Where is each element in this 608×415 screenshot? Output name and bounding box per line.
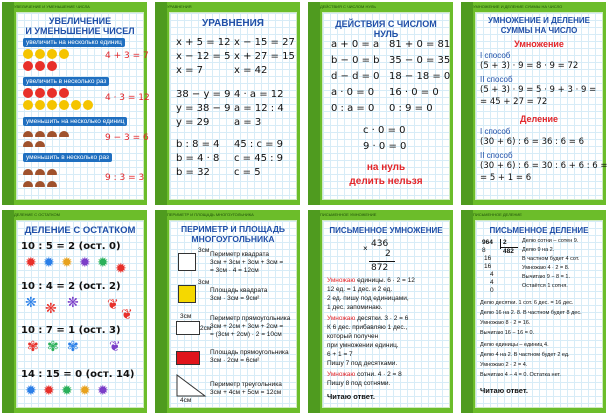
step-text: 2 ед. пишу под единицами, bbox=[327, 295, 409, 302]
step-text: Умножаю 2 · 2 = 4. bbox=[480, 362, 528, 368]
equation: y = 38 − 9 bbox=[176, 103, 231, 114]
equation: x − 12 = 5 bbox=[176, 51, 231, 62]
equation: a = 12 : 4 bbox=[234, 103, 284, 114]
butterfly-icon: ❦ bbox=[107, 296, 119, 312]
star-icon: ❋ bbox=[67, 294, 79, 310]
poster-title: ДЕЛЕНИЕ С ОСТАТКОМ bbox=[24, 225, 136, 236]
equation: b : 8 = 4 bbox=[176, 139, 220, 150]
times-sign: × bbox=[363, 244, 368, 253]
label-decrease-by: уменьшить на несколько единиц bbox=[23, 117, 127, 126]
formula: 3см + 3см + 3см + 3см = bbox=[210, 259, 284, 266]
poster-title: ДЕЙСТВИЯ С ЧИСЛОМ НУЛЬ bbox=[335, 19, 437, 39]
equation: b − 0 = b bbox=[331, 55, 380, 66]
poster-written-division bbox=[461, 210, 606, 413]
equation: (30 + 6) : 6 = 36 : 6 = 6 bbox=[480, 137, 585, 147]
poster-panel bbox=[322, 220, 450, 408]
star-icon: ✹ bbox=[61, 382, 73, 398]
mushroom-icon bbox=[47, 181, 57, 187]
star-icon: ✹ bbox=[97, 254, 109, 270]
poster-perimeter-area bbox=[155, 210, 300, 413]
step-text: Вычитаю 16 − 16 = 0. bbox=[480, 330, 535, 336]
section-multiplication: Умножение bbox=[514, 39, 564, 49]
formula: 3см + 2см + 3см + 2см = bbox=[210, 323, 284, 330]
equation: 16 · 0 = 0 bbox=[389, 87, 439, 98]
poster-side-strip bbox=[2, 210, 14, 413]
poster-zero bbox=[308, 2, 453, 205]
equation: = 5 + 1 = 6 bbox=[480, 173, 532, 183]
section-division: Деление bbox=[519, 114, 559, 124]
step-text: единицы. 6 · 2 = 12 bbox=[355, 277, 415, 284]
step-text: Делю 4 на 2. В частном будет 2 ед. bbox=[480, 352, 570, 358]
star-icon: ✾ bbox=[27, 338, 39, 354]
poster-panel bbox=[322, 12, 450, 200]
final-note: Читаю ответ. bbox=[480, 386, 528, 395]
equation: 0 : a = 0 bbox=[331, 103, 375, 114]
calc-number: 2 bbox=[503, 239, 507, 246]
butterfly-icon: ❦ bbox=[121, 306, 133, 322]
mushroom-icon bbox=[35, 141, 45, 147]
step-verb: Умножаю bbox=[327, 277, 356, 284]
item-title: Периметр треугольника bbox=[210, 381, 282, 388]
flower-icon bbox=[35, 49, 45, 59]
poster-panel bbox=[169, 220, 297, 408]
star-icon: ✹ bbox=[43, 382, 55, 398]
equation: y = 29 bbox=[176, 117, 210, 128]
equation: 0 : 9 = 0 bbox=[389, 103, 433, 114]
flower-icon bbox=[23, 61, 33, 71]
butterfly-icon: ❦ bbox=[109, 338, 121, 354]
flower-icon bbox=[23, 49, 33, 59]
step-text: Остаётся 1 сотня. bbox=[522, 283, 568, 289]
mushroom-icon bbox=[23, 181, 33, 187]
poster-side-strip bbox=[155, 2, 167, 205]
star-icon: ✹ bbox=[97, 382, 109, 398]
star-icon: ✹ bbox=[79, 382, 91, 398]
item-title: Периметр прямоугольника bbox=[210, 315, 291, 322]
step-text: Делю 9 на 2. bbox=[522, 247, 555, 253]
mushroom-icon bbox=[23, 131, 33, 137]
flower-icon bbox=[23, 100, 33, 110]
poster-topline: УМНОЖЕНИЕ И ДЕЛЕНИЕ СУММЫ НА ЧИСЛО bbox=[473, 4, 563, 9]
flower-icon bbox=[47, 49, 57, 59]
step-text: Умножаю 4 · 2 = 8. bbox=[522, 265, 570, 271]
warning-line-1: на нуль bbox=[366, 162, 406, 173]
dimension-label: 3см bbox=[198, 279, 210, 286]
poster-topline: ПИСЬМЕННОЕ УМНОЖЕНИЕ bbox=[320, 212, 377, 217]
poster-topline: ДЕЙСТВИЯ С ЧИСЛОМ НУЛЬ bbox=[320, 4, 377, 9]
step-text: Делю десятки. 1 сот. 6 дес. = 16 дес. bbox=[480, 300, 574, 306]
step-text: Делю сотни – сотен 9. bbox=[522, 238, 579, 244]
calc-result: 482 bbox=[503, 248, 514, 255]
equation: 10 : 5 = 2 (ост. 0) bbox=[21, 241, 121, 252]
formula: 3см + 4см + 5см = 12см bbox=[210, 389, 282, 396]
equation: 81 + 0 = 81 bbox=[389, 39, 451, 50]
step-text: Умножаю 8 · 2 = 16. bbox=[480, 320, 531, 326]
flower-icon bbox=[35, 61, 45, 71]
poster-side-strip bbox=[155, 210, 167, 413]
poster-side-strip bbox=[308, 210, 320, 413]
equation: (5 + 3) · 9 = 8 · 9 = 72 bbox=[480, 61, 579, 71]
poster-side-strip bbox=[2, 2, 14, 205]
equation: 10 : 7 = 1 (ост. 3) bbox=[21, 325, 121, 336]
poster-increase-decrease bbox=[2, 2, 150, 205]
poster-equations bbox=[155, 2, 300, 205]
flower-icon bbox=[59, 88, 69, 98]
equation: (5 + 3) · 9 = 5 · 9 + 3 · 9 = bbox=[480, 85, 597, 95]
equation: x = 42 bbox=[234, 65, 268, 76]
equation: c = 5 bbox=[234, 167, 261, 178]
mushroom-icon bbox=[59, 131, 69, 137]
equation: a = 3 bbox=[234, 117, 262, 128]
step-text: который получен bbox=[327, 333, 379, 340]
method-2-label: II способ bbox=[480, 75, 513, 84]
step-text: Пишу 7 под десятками. bbox=[327, 360, 398, 367]
step-verb: Умножаю bbox=[327, 371, 356, 378]
equation: 38 − y = 9 bbox=[176, 89, 231, 100]
star-icon: ✹ bbox=[25, 254, 37, 270]
calc-number: 4 bbox=[490, 271, 494, 278]
final-note: Читаю ответ. bbox=[327, 392, 375, 401]
star-icon: ❋ bbox=[45, 300, 57, 316]
mushroom-icon bbox=[23, 169, 33, 175]
equation: a · 0 = 0 bbox=[331, 87, 375, 98]
label-increase-times: увеличить в несколько раз bbox=[23, 77, 109, 86]
equation: 4 + 3 = 7 bbox=[105, 51, 149, 61]
poster-division-remainder bbox=[2, 210, 147, 413]
step-verb: Умножаю bbox=[327, 315, 356, 322]
step-text: сотни. 4 · 2 = 8 bbox=[355, 371, 402, 378]
poster-title-line-1: УМНОЖЕНИЕ И ДЕЛЕНИЕ bbox=[487, 16, 590, 25]
mushroom-icon bbox=[47, 169, 57, 175]
mushroom-icon bbox=[35, 131, 45, 137]
flower-icon bbox=[59, 49, 69, 59]
dimension-label: 3см bbox=[180, 313, 192, 320]
calc-line bbox=[369, 261, 395, 262]
poster-title: УРАВНЕНИЯ bbox=[202, 18, 264, 29]
equation: c · 0 = 0 bbox=[363, 125, 406, 136]
star-icon: ✹ bbox=[25, 382, 37, 398]
item-title: Площадь квадрата bbox=[210, 287, 268, 294]
poster-topline: ПЕРИМЕТР И ПЛОЩАДЬ МНОГОУГОЛЬНИКА bbox=[167, 212, 254, 217]
poster-side-strip bbox=[461, 210, 473, 413]
flower-icon bbox=[35, 100, 45, 110]
equation: 9 − 3 = 6 bbox=[105, 133, 149, 143]
method-2-label: II способ bbox=[480, 151, 513, 160]
square-filled-figure bbox=[178, 285, 196, 303]
step-text: 6 + 1 = 7 bbox=[327, 351, 353, 358]
flower-icon bbox=[59, 100, 69, 110]
dimension-label: 4см bbox=[180, 397, 192, 404]
equation: 9 : 3 = 3 bbox=[105, 173, 145, 183]
calc-number: 16 bbox=[484, 255, 492, 262]
equation: c = 45 : 9 bbox=[234, 153, 284, 164]
poster-title-line-1: ПЕРИМЕТР И ПЛОЩАДЬ bbox=[181, 224, 285, 234]
calc-number: 0 bbox=[490, 287, 494, 294]
method-1-label: I способ bbox=[480, 127, 511, 136]
warning-line-2: делить нельзя bbox=[349, 176, 423, 187]
poster-topline: УРАВНЕНИЯ bbox=[167, 4, 192, 9]
flower-icon bbox=[71, 100, 81, 110]
poster-sum-operations bbox=[461, 2, 606, 205]
label-decrease-times: уменьшить в несколько раз bbox=[23, 153, 112, 162]
equation: 35 − 0 = 35 bbox=[389, 55, 451, 66]
poster-title: ПИСЬМЕННОЕ УМНОЖЕНИЕ bbox=[329, 226, 443, 235]
mushroom-icon bbox=[35, 181, 45, 187]
label-increase-by: увеличить на несколько единиц bbox=[23, 38, 125, 47]
formula: 3см · 3см = 9см² bbox=[210, 295, 260, 302]
dimension-label: 2см bbox=[200, 325, 212, 332]
calc-number: 436 bbox=[371, 239, 389, 249]
mushroom-icon bbox=[35, 169, 45, 175]
flower-icon bbox=[47, 88, 57, 98]
equation: 4 · a = 12 bbox=[234, 89, 284, 100]
step-text: Вычитаю 9 − 8 = 1. bbox=[522, 274, 570, 280]
flower-icon bbox=[35, 88, 45, 98]
flower-icon bbox=[23, 88, 33, 98]
star-icon: ✾ bbox=[47, 338, 59, 354]
calc-number: 4 bbox=[490, 279, 494, 286]
step-text: Делю 16 на 2. 8. В частном будет 8 дес. bbox=[480, 310, 582, 316]
equation: x + 5 = 12 bbox=[176, 37, 231, 48]
formula: 3см · 2см = 6см² bbox=[210, 357, 260, 364]
step-text: Делю единицы – единиц 4. bbox=[480, 342, 549, 348]
step-text: 1 дес. запоминаю. bbox=[327, 304, 383, 311]
flower-icon bbox=[83, 100, 93, 110]
poster-panel bbox=[475, 12, 608, 200]
poster-side-strip bbox=[308, 2, 320, 205]
calc-number: 964 bbox=[482, 239, 493, 246]
step-text: при умножении единиц. bbox=[327, 342, 399, 349]
equation: 4 · 3 = 12 bbox=[105, 93, 150, 103]
equation: d − d = 0 bbox=[331, 71, 380, 82]
poster-title-line-2: СУММЫ НА ЧИСЛО bbox=[500, 26, 578, 35]
star-icon: ✹ bbox=[115, 260, 127, 276]
formula: = 3см · 4 = 12см bbox=[210, 267, 259, 274]
poster-panel bbox=[475, 220, 603, 408]
equation: = 45 + 27 = 72 bbox=[480, 97, 548, 107]
poster-topline: ДЕЛЕНИЕ С ОСТАТКОМ bbox=[14, 212, 60, 217]
equation: 45 : c = 9 bbox=[234, 139, 284, 150]
equation: 14 : 15 = 0 (ост. 14) bbox=[21, 369, 135, 380]
equation: (30 + 6) : 6 = 30 : 6 + 6 : 6 = bbox=[480, 161, 608, 171]
star-icon: ✹ bbox=[79, 254, 91, 270]
poster-title-line-1: УВЕЛИЧЕНИЕ bbox=[48, 16, 112, 26]
poster-side-strip bbox=[461, 2, 473, 205]
item-title: Площадь прямоугольника bbox=[210, 349, 289, 356]
flower-icon bbox=[47, 61, 57, 71]
step-text: Пишу 8 под сотнями. bbox=[327, 380, 391, 387]
item-title: Периметр квадрата bbox=[210, 251, 270, 258]
rectangle-figure bbox=[176, 321, 200, 335]
method-1-label: I способ bbox=[480, 51, 511, 60]
calc-number: 8 bbox=[482, 247, 486, 254]
rectangle-filled-figure bbox=[176, 351, 200, 365]
equation: a + 0 = a bbox=[331, 39, 380, 50]
star-icon: ✹ bbox=[61, 254, 73, 270]
equation: x = 7 bbox=[176, 65, 204, 76]
flower-icon bbox=[47, 100, 57, 110]
poster-title: ПИСЬМЕННОЕ ДЕЛЕНИЕ bbox=[489, 226, 589, 235]
equation: 10 : 4 = 2 (ост. 2) bbox=[21, 281, 121, 292]
square-figure bbox=[178, 253, 196, 271]
step-text: 12 ед. = 1 дес. и 2 ед. bbox=[327, 286, 393, 293]
calc-number: 16 bbox=[484, 263, 492, 270]
mushroom-icon bbox=[23, 141, 33, 147]
poster-panel bbox=[16, 220, 144, 408]
step-text: Вычитаю 4 − 4 = 0. Остатка нет. bbox=[480, 372, 561, 378]
calc-result: 872 bbox=[371, 263, 389, 273]
poster-topline: УВЕЛИЧЕНИЕ И УМЕНЬШЕНИЕ ЧИСЛА bbox=[14, 4, 90, 9]
star-icon: ✹ bbox=[43, 254, 55, 270]
triangle-figure bbox=[176, 373, 206, 397]
equation: x + 27 = 15 bbox=[234, 51, 295, 62]
poster-title-line-2: МНОГОУГОЛЬНИКА bbox=[191, 234, 275, 244]
calc-number: 2 bbox=[385, 249, 391, 259]
poster-written-multiplication bbox=[308, 210, 453, 413]
equation: 18 − 18 = 0 bbox=[389, 71, 451, 82]
step-text: К 6 дес. прибавляю 1 дес., bbox=[327, 324, 408, 331]
star-icon: ❋ bbox=[25, 294, 37, 310]
equation: b = 4 · 8 bbox=[176, 153, 220, 164]
mushroom-icon bbox=[47, 131, 57, 137]
poster-panel bbox=[169, 12, 297, 200]
poster-panel bbox=[16, 12, 150, 200]
star-icon: ✾ bbox=[67, 338, 79, 354]
formula: = (3см + 2см) · 2 = 10см bbox=[210, 331, 282, 338]
step-text: десятки. 3 · 2 = 6 bbox=[355, 315, 409, 322]
equation: b = 32 bbox=[176, 167, 210, 178]
equation: x − 15 = 27 bbox=[234, 37, 295, 48]
dimension-label: 3см bbox=[198, 247, 210, 254]
poster-title-line-2: И УМЕНЬШЕНИЕ ЧИСЕЛ bbox=[25, 26, 135, 36]
equation: 9 · 0 = 0 bbox=[363, 141, 407, 152]
step-text: В частном будет 4 сот. bbox=[522, 256, 580, 262]
poster-topline: ПИСЬМЕННОЕ ДЕЛЕНИЕ bbox=[473, 212, 522, 217]
